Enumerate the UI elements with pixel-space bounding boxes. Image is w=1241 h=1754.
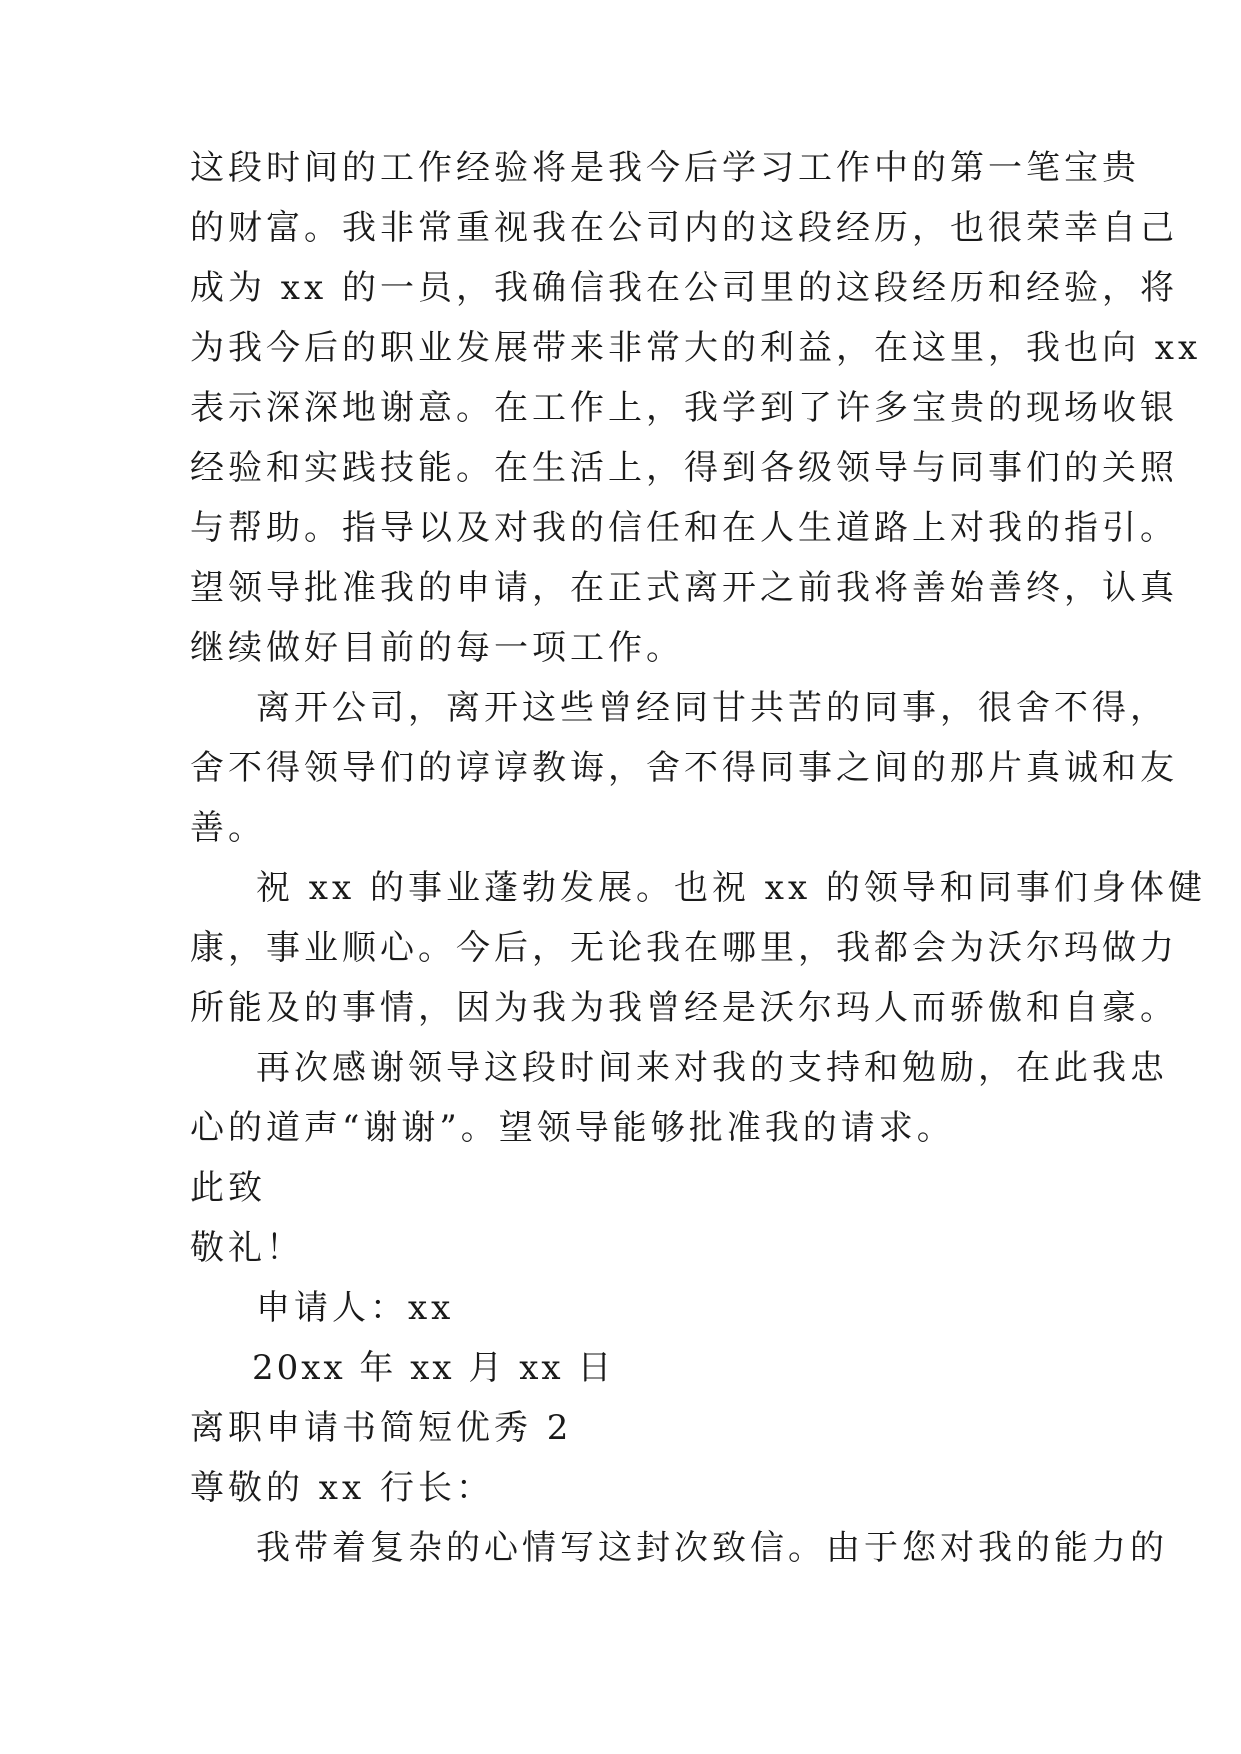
text-line: 康，事业顺心。今后，无论我在哪里，我都会为沃尔玛做力 xyxy=(190,928,1178,968)
text-line: 所能及的事情，因为我为我曾经是沃尔玛人而骄傲和自豪。 xyxy=(190,988,1178,1028)
text-line: 善。 xyxy=(190,808,266,848)
closing-line: 此致 xyxy=(190,1168,266,1208)
applicant-line: 申请人：xx xyxy=(256,1288,455,1328)
section-title: 离职申请书简短优秀 2 xyxy=(190,1408,573,1448)
paragraph-start-line: 我带着复杂的心情写这封次致信。由于您对我的能力的 xyxy=(256,1528,1168,1568)
text-line: 表示深深地谢意。在工作上，我学到了许多宝贵的现场收银 xyxy=(190,388,1178,428)
text-line: 舍不得领导们的谆谆教诲，舍不得同事之间的那片真诚和友 xyxy=(190,748,1178,788)
greeting-line: 尊敬的 xx 行长： xyxy=(190,1468,494,1508)
text-line: 心的道声“谢谢”。望领导能够批准我的请求。 xyxy=(190,1108,955,1148)
text-line: 成为 xx 的一员，我确信我在公司里的这段经历和经验，将 xyxy=(190,268,1178,308)
paragraph-start-line: 离开公司，离开这些曾经同甘共苦的同事，很舍不得， xyxy=(256,688,1168,728)
text-line: 这段时间的工作经验将是我今后学习工作中的第一笔宝贵 xyxy=(190,148,1140,188)
text-line: 的财富。我非常重视我在公司内的这段经历，也很荣幸自己 xyxy=(190,208,1178,248)
text-line: 与帮助。指导以及对我的信任和在人生道路上对我的指引。 xyxy=(190,508,1178,548)
text-line: 为我今后的职业发展带来非常大的利益，在这里，我也向 xx xyxy=(190,328,1202,368)
text-line: 望领导批准我的申请，在正式离开之前我将善始善终，认真 xyxy=(190,568,1178,608)
text-line: 经验和实践技能。在生活上，得到各级领导与同事们的关照 xyxy=(190,448,1178,488)
salutation-line: 敬礼！ xyxy=(190,1228,304,1268)
text-line: 继续做好目前的每一项工作。 xyxy=(190,628,684,668)
paragraph-start-line: 再次感谢领导这段时间来对我的支持和勉励，在此我忠 xyxy=(256,1048,1168,1088)
date-line: 20xx 年 xx 月 xx 日 xyxy=(252,1348,615,1388)
paragraph-start-line: 祝 xx 的事业蓬勃发展。也祝 xx 的领导和同事们身体健 xyxy=(256,868,1206,908)
